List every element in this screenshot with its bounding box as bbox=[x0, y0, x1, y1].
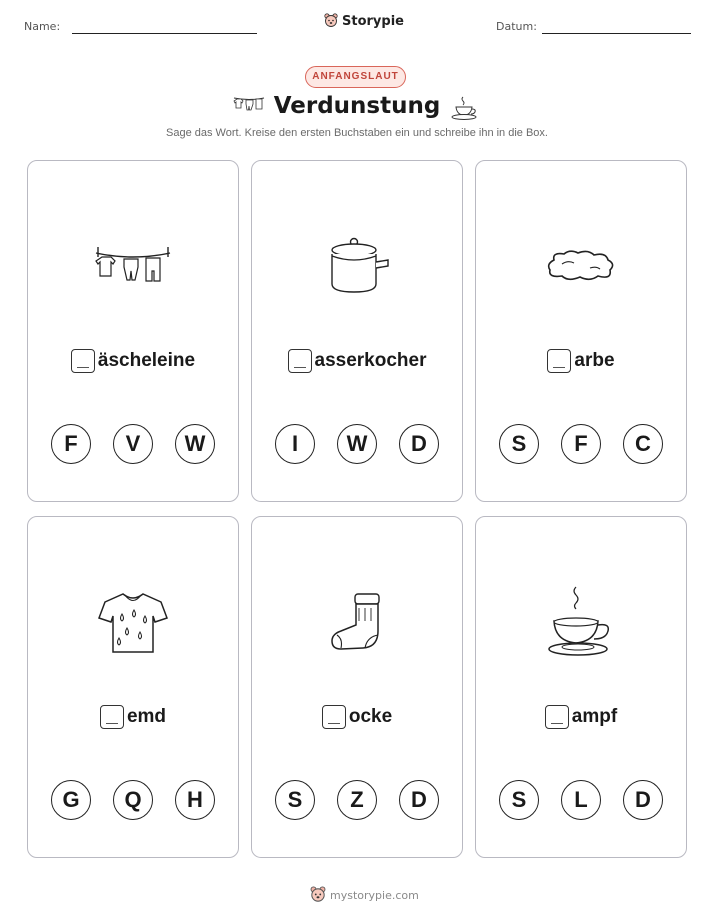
letter-option[interactable]: Z bbox=[337, 780, 377, 820]
page-title: Verdunstung bbox=[273, 93, 441, 119]
word-card bbox=[27, 516, 239, 858]
letter-option[interactable]: L bbox=[561, 780, 601, 820]
sock-icon bbox=[329, 591, 385, 653]
letter-option[interactable]: W bbox=[175, 424, 215, 464]
bear-logo-icon bbox=[324, 13, 338, 29]
word-card bbox=[475, 516, 687, 858]
word-rest: arbe bbox=[574, 350, 615, 371]
word-rest: asserkocher bbox=[314, 350, 427, 371]
letter-option[interactable]: G bbox=[51, 780, 91, 820]
word-card bbox=[27, 160, 239, 502]
letter-option[interactable]: F bbox=[51, 424, 91, 464]
letter-option[interactable]: D bbox=[399, 780, 439, 820]
word-rest: äscheleine bbox=[97, 350, 196, 371]
bear-logo-icon bbox=[310, 886, 326, 904]
footer bbox=[310, 886, 419, 904]
answer-box[interactable] bbox=[71, 349, 95, 373]
letter-option[interactable]: C bbox=[623, 424, 663, 464]
letter-option[interactable]: D bbox=[399, 424, 439, 464]
footer-url[interactable]: mystorypie.com bbox=[330, 888, 419, 902]
cup-small-icon bbox=[450, 95, 480, 121]
answer-box[interactable] bbox=[545, 705, 569, 729]
letter-option[interactable]: H bbox=[175, 780, 215, 820]
letter-option[interactable]: S bbox=[499, 424, 539, 464]
letter-option[interactable]: Q bbox=[113, 780, 153, 820]
letter-option[interactable]: V bbox=[113, 424, 153, 464]
letter-option[interactable]: S bbox=[499, 780, 539, 820]
pot-icon bbox=[322, 236, 392, 296]
word-card bbox=[475, 160, 687, 502]
steaming-cup-icon bbox=[548, 585, 614, 659]
brand-logo bbox=[324, 13, 404, 29]
letter-option[interactable]: D bbox=[623, 780, 663, 820]
puddle-icon bbox=[544, 248, 618, 284]
letter-option[interactable]: W bbox=[337, 424, 377, 464]
instructions: Sage das Wort. Kreise den ersten Buchstaben ein und schreibe ihn in die Box. bbox=[166, 127, 548, 139]
answer-box[interactable] bbox=[322, 705, 346, 729]
letter-option[interactable]: S bbox=[275, 780, 315, 820]
letter-option[interactable]: F bbox=[561, 424, 601, 464]
name-label: Name: bbox=[24, 20, 61, 33]
date-line bbox=[542, 33, 691, 34]
letter-option[interactable]: I bbox=[275, 424, 315, 464]
brand-name: Storypie bbox=[342, 13, 404, 29]
word-card bbox=[251, 516, 463, 858]
word-rest: ocke bbox=[348, 706, 393, 727]
answer-box[interactable] bbox=[288, 349, 312, 373]
word-rest: emd bbox=[126, 706, 167, 727]
answer-box[interactable] bbox=[100, 705, 124, 729]
name-line bbox=[72, 33, 257, 34]
clothesline-icon bbox=[94, 245, 172, 287]
answer-box[interactable] bbox=[547, 349, 571, 373]
wet-shirt-icon bbox=[97, 590, 169, 654]
word-card bbox=[251, 160, 463, 502]
date-label: Datum: bbox=[496, 20, 537, 33]
category-badge: ANFANGSLAUT bbox=[305, 66, 406, 88]
word-rest: ampf bbox=[571, 706, 618, 727]
